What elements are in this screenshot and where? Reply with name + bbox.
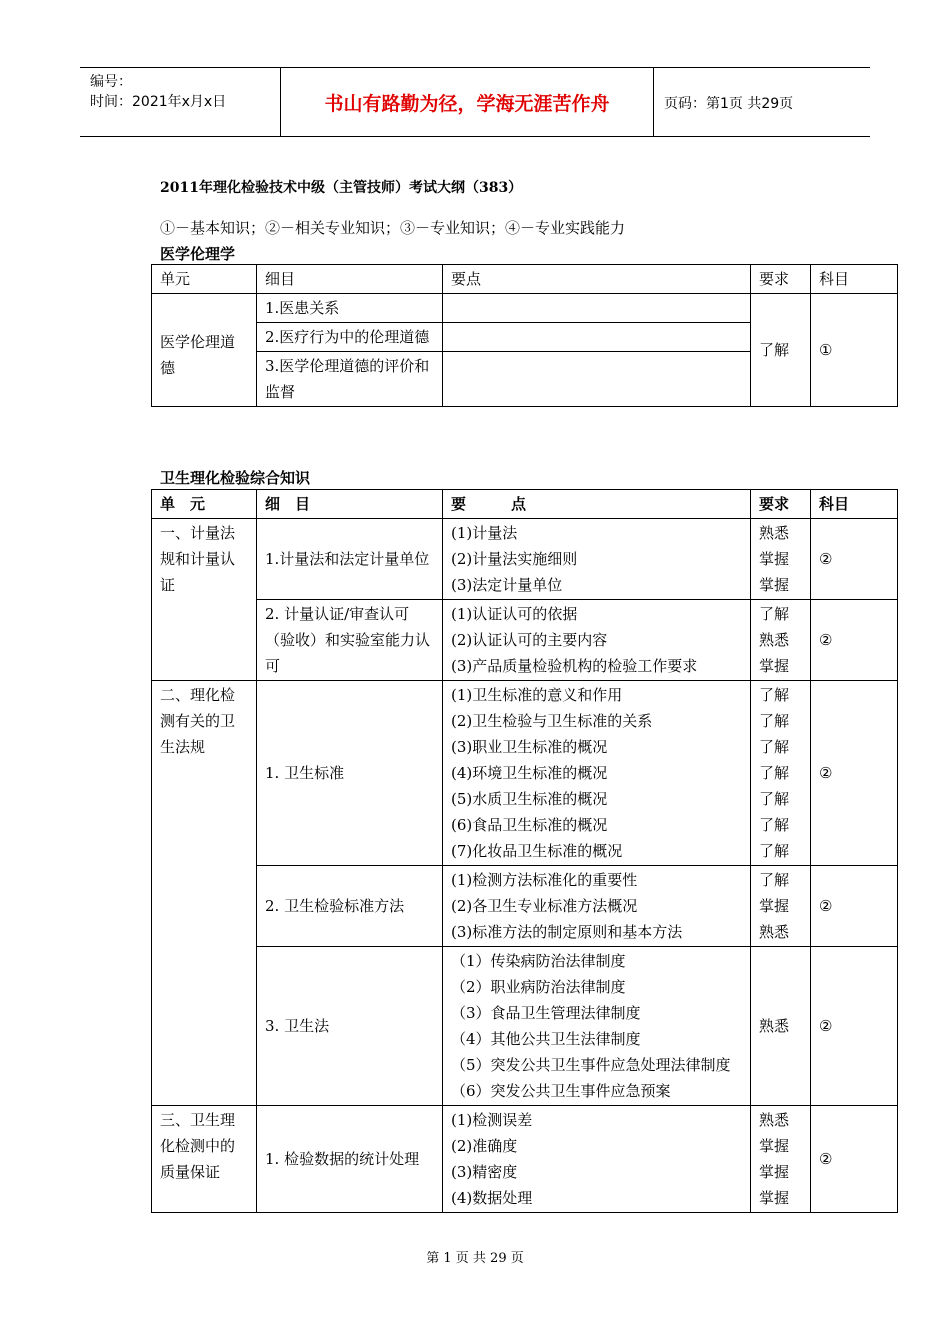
document-number-label: 编号：	[90, 74, 132, 90]
requirement-cell	[751, 600, 811, 681]
point-line: (4)环境卫生标准的概况	[451, 764, 608, 782]
header-cell-subject: 科目	[811, 265, 898, 294]
points-cell	[443, 323, 751, 352]
header-meta	[90, 72, 226, 112]
point-line: (3)法定计量单位	[451, 576, 563, 594]
points-cell	[443, 519, 751, 600]
point-line: （2）职业病防治法律制度	[451, 978, 626, 996]
point-line: （1）传染病防治法律制度	[451, 952, 626, 970]
point-line: (1)检测误差	[451, 1111, 533, 1129]
point-line: (2)卫生检验与卫生标准的关系	[451, 712, 653, 730]
item-cell: 2. 计量认证/审查认可（验收）和实验室能力认可	[257, 600, 443, 681]
item-cell: 1.医患关系	[257, 294, 443, 323]
item-cell: 1. 检验数据的统计处理	[257, 1106, 443, 1213]
item-cell: 1. 卫生标准	[257, 681, 443, 866]
points-cell	[443, 600, 751, 681]
medical-ethics-table	[151, 264, 898, 407]
requirement-line: 熟悉	[759, 631, 790, 649]
requirement-line: 掌握	[759, 657, 790, 675]
table-row	[152, 681, 898, 866]
points-cell	[443, 1106, 751, 1213]
table-header-row	[152, 490, 898, 519]
requirement-cell	[751, 1106, 811, 1213]
header-cell-subject: 科目	[811, 490, 898, 519]
subject-cell: ②	[811, 866, 898, 947]
requirement-line: 了解	[759, 764, 790, 782]
document-date: 时间：2021年x月x日	[90, 94, 227, 110]
requirement-line: 掌握	[759, 1189, 790, 1207]
item-cell: 2. 卫生检验标准方法	[257, 866, 443, 947]
requirement-line: 掌握	[759, 1163, 790, 1181]
subject-cell: ①	[811, 294, 898, 407]
point-line: （5）突发公共卫生事件应急处理法律制度	[451, 1056, 731, 1074]
point-line: (5)水质卫生标准的概况	[451, 790, 608, 808]
points-cell	[443, 294, 751, 323]
page-footer: 第 1 页 共 29 页	[426, 1251, 524, 1266]
point-line: (1)卫生标准的意义和作用	[451, 686, 623, 704]
page-header	[80, 67, 870, 137]
table-row	[152, 866, 898, 947]
requirement-line: 了解	[759, 738, 790, 756]
header-cell-item: 细 目	[257, 490, 443, 519]
header-cell-points: 要 点	[443, 490, 751, 519]
point-line: (1)检测方法标准化的重要性	[451, 871, 638, 889]
requirement-line: 熟悉	[759, 1111, 790, 1129]
table-row	[152, 294, 898, 323]
unit-cell: 医学伦理道德	[152, 294, 257, 407]
table-row	[152, 600, 898, 681]
point-line: (2)认证认可的主要内容	[451, 631, 608, 649]
header-motto: 书山有路勤为径，学海无涯苦作舟	[280, 68, 654, 136]
section-title-hygiene-knowledge: 卫生理化检验综合知识	[160, 469, 311, 487]
hygiene-knowledge-table	[151, 489, 898, 1213]
point-line: (7)化妆品卫生标准的概况	[451, 842, 623, 860]
requirement-line: 了解	[759, 842, 790, 860]
requirement-line: 掌握	[759, 576, 790, 594]
requirement-line: 了解	[759, 816, 790, 834]
unit-cell: 二、理化检测有关的卫生法规	[152, 681, 257, 1106]
point-line: (1)计量法	[451, 524, 518, 542]
item-cell: 3. 卫生法	[257, 947, 443, 1106]
header-cell-requirement: 要求	[751, 265, 811, 294]
requirement-line: 熟悉	[759, 524, 790, 542]
table-row	[152, 1106, 898, 1213]
subject-legend: ①－基本知识；②－相关专业知识；③－专业知识；④－专业实践能力	[160, 219, 626, 237]
requirement-line: 掌握	[759, 897, 790, 915]
subject-cell: ②	[811, 947, 898, 1106]
requirement-line: 了解	[759, 686, 790, 704]
point-line: (1)认证认可的依据	[451, 605, 578, 623]
table-row	[152, 519, 898, 600]
points-cell	[443, 352, 751, 407]
unit-cell: 一、计量法规和计量认证	[152, 519, 257, 681]
point-line: (4)数据处理	[451, 1189, 533, 1207]
table-header-row	[152, 265, 898, 294]
requirement-line: 了解	[759, 871, 790, 889]
item-cell: 2.医疗行为中的伦理道德	[257, 323, 443, 352]
requirement-line: 了解	[759, 712, 790, 730]
header-cell-unit: 单 元	[152, 490, 257, 519]
point-line: (6)食品卫生标准的概况	[451, 816, 608, 834]
point-line: （6）突发公共卫生事件应急预案	[451, 1082, 671, 1100]
subject-cell: ②	[811, 600, 898, 681]
subject-cell: ②	[811, 519, 898, 600]
section-title-medical-ethics: 医学伦理学	[160, 245, 236, 263]
requirement-line: 掌握	[759, 1137, 790, 1155]
item-cell: 1.计量法和法定计量单位	[257, 519, 443, 600]
document-title: 2011年理化检验技术中级（主管技师）考试大纲（383）	[160, 180, 523, 196]
point-line: (2)各卫生专业标准方法概况	[451, 897, 638, 915]
requirement-line: 了解	[759, 605, 790, 623]
requirement-line: 熟悉	[759, 923, 790, 941]
header-cell-item: 细目	[257, 265, 443, 294]
point-line: （4）其他公共卫生法律制度	[451, 1030, 641, 1048]
point-line: (3)标准方法的制定原则和基本方法	[451, 923, 683, 941]
requirement-cell	[751, 866, 811, 947]
point-line: （3）食品卫生管理法律制度	[451, 1004, 641, 1022]
item-cell: 3.医学伦理道德的评价和监督	[257, 352, 443, 407]
subject-cell: ②	[811, 681, 898, 866]
requirement-line: 掌握	[759, 550, 790, 568]
points-cell	[443, 947, 751, 1106]
point-line: (2)准确度	[451, 1137, 518, 1155]
header-cell-points: 要点	[443, 265, 751, 294]
point-line: (3)精密度	[451, 1163, 518, 1181]
requirement-line: 了解	[759, 790, 790, 808]
points-cell	[443, 681, 751, 866]
point-line: (2)计量法实施细则	[451, 550, 578, 568]
requirement-cell	[751, 681, 811, 866]
header-page-info: 页码：第1页 共29页	[664, 96, 794, 112]
requirement-cell: 了解	[751, 294, 811, 407]
header-cell-requirement: 要求	[751, 490, 811, 519]
subject-cell: ②	[811, 1106, 898, 1213]
point-line: (3)职业卫生标准的概况	[451, 738, 608, 756]
points-cell	[443, 866, 751, 947]
requirement-cell	[751, 519, 811, 600]
requirement-cell: 熟悉	[751, 947, 811, 1106]
unit-cell: 三、卫生理化检测中的质量保证	[152, 1106, 257, 1213]
table-row	[152, 947, 898, 1106]
point-line: (3)产品质量检验机构的检验工作要求	[451, 657, 698, 675]
header-cell-unit: 单元	[152, 265, 257, 294]
